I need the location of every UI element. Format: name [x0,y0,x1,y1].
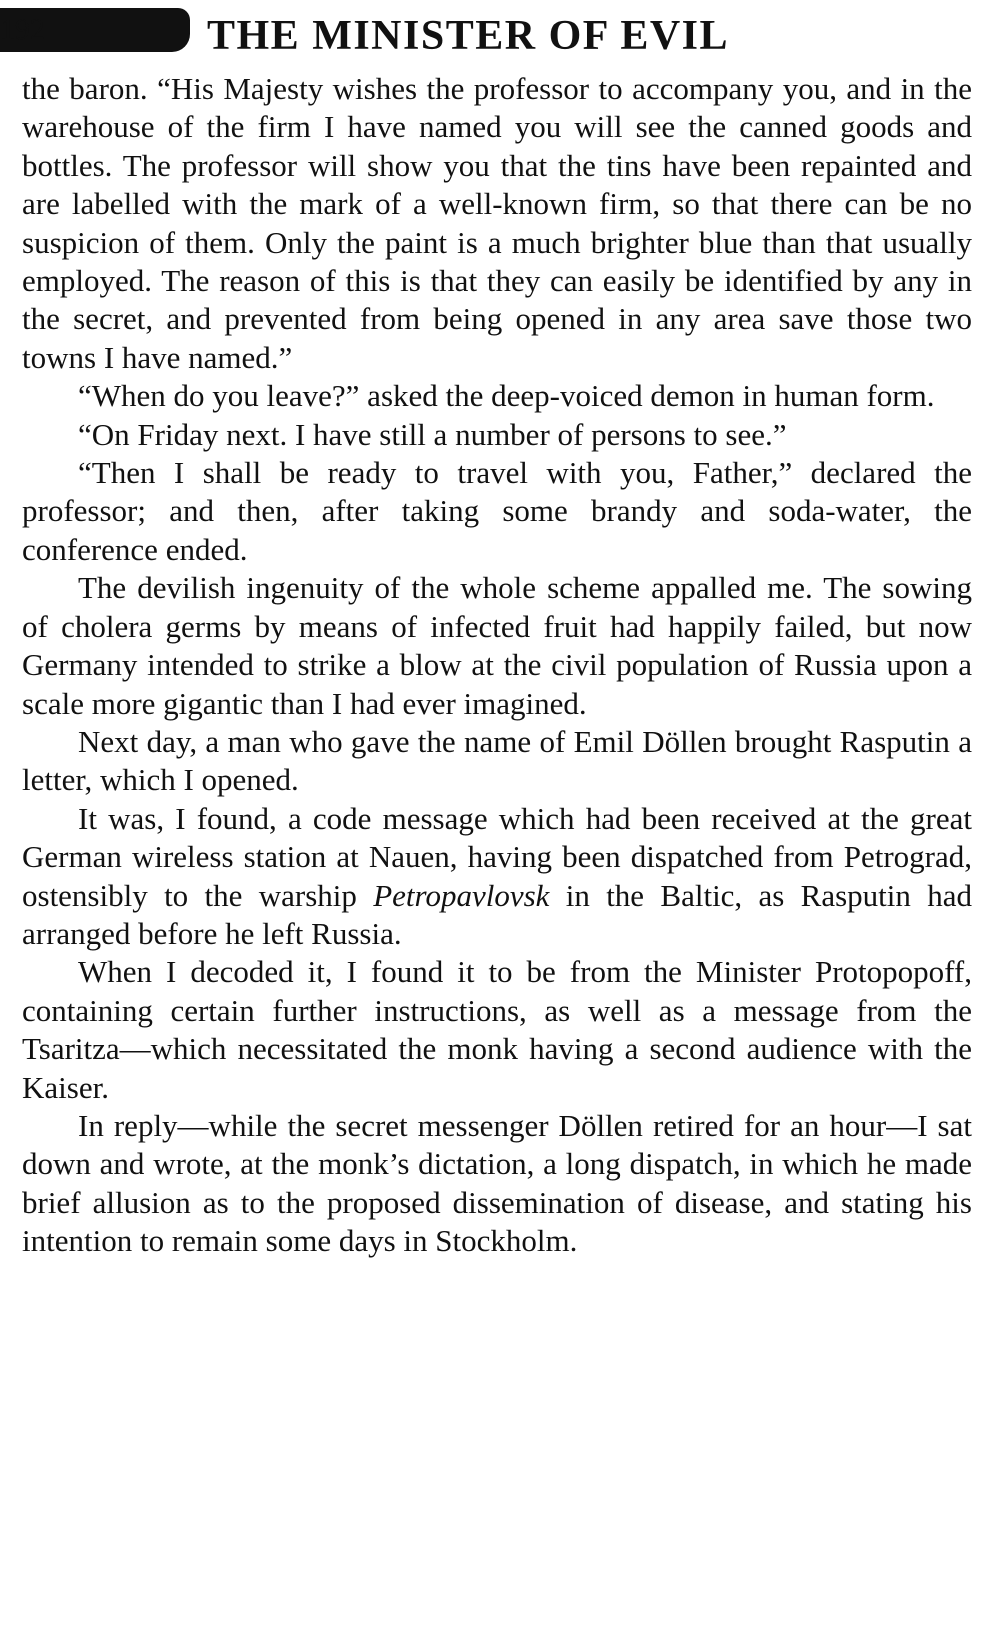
paragraph: Next day, a man who gave the name of Emil Döllen brought Rasputin a letter, which I opened. [22,723,972,798]
ship-name-italic: Petropavlovsk [373,877,550,913]
paragraph: In reply—while the secret messenger Döllen retired for an hour—I sat down and wrote, at the monk’s dictation, a long dispatch, in which he made brief allusion as to the proposed dissemination of disease, and stating his intention to remain some days in Stockholm. [22,1107,972,1259]
running-title: THE MINISTER OF EVIL [207,13,730,59]
paragraph: When I decoded it, I found it to be from the Minister Protopopoff, containing certain further instructions, as well as a message from the Tsaritza—which necessitated the monk having a second audience with the Kaiser. [22,954,972,1105]
body-text [22,70,972,1261]
paragraph: “When do you leave?” asked the deep-voiced demon in human form. [78,378,935,414]
paragraph-text-start: It was, I found, a code message which had been received at the great German wireless station at Nauen, having been dispatched from Petrograd, ostensibly to the warship [22,800,972,913]
paragraph: “Then I shall be ready to travel with you, Father,” declared the professor; and then, after taking some brandy and soda-water, the conference ended. [22,455,972,567]
page-header [0,0,972,70]
paragraph-with-ship-name [22,800,972,954]
paragraph-text-end: in the Baltic, as Rasputin had arranged before he left Russia. [22,877,973,951]
paragraph: “On Friday next. I have still a number of persons to see.” [78,416,787,452]
page-number: 192 [0,8,190,52]
paragraph: the baron. “His Majesty wishes the professor to accompany you, and in the warehouse of the firm I have named you will see the canned goods and bottles. The professor will show you that the tins have been repainted and are labelled with the mark of a well-known firm, so that there can be no suspicion of them. Only the paint is a much brighter blue than that usually employed. The reason of this is that they can easily be identified by any in the secret, and prevented from being opened in any area save those two towns I have named.” [22,71,972,375]
paragraph: The devilish ingenuity of the whole scheme appalled me. The sowing of cholera germs by means of infected fruit had happily failed, but now Germany intended to strike a blow at the civil population of Russia upon a scale more gigantic than I had ever imagined. [22,570,972,721]
